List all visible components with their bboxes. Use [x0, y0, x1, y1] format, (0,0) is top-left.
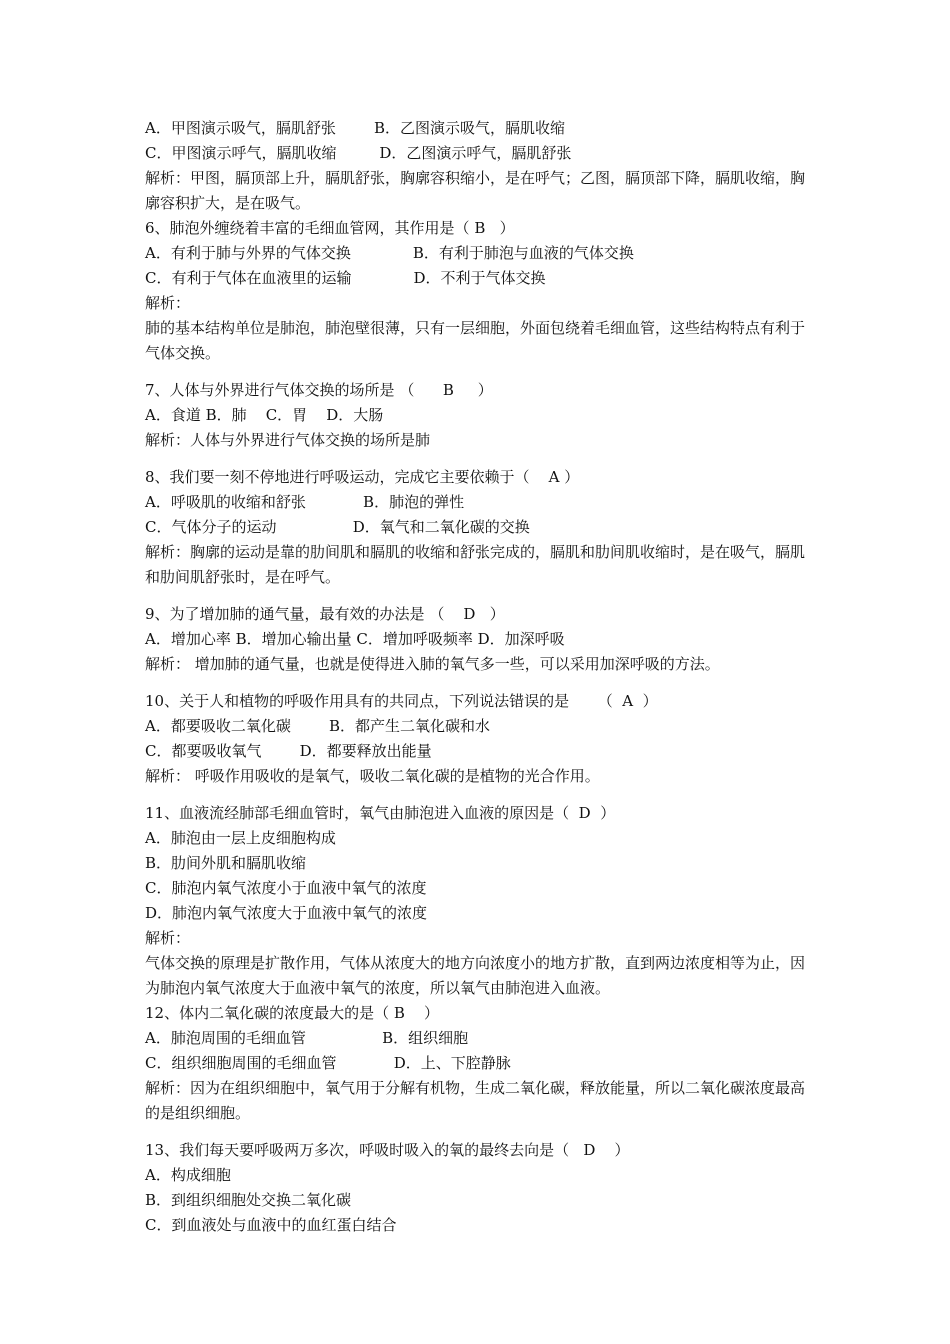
q11-question: 11、血液流经肺部毛细血管时，氧气由肺泡进入血液的原因是（ D ）	[145, 804, 616, 822]
q11-option-b: B．肋间外肌和膈肌收缩	[145, 854, 307, 872]
q8-question: 8、我们要一刻不停地进行呼吸运动，完成它主要依赖于（ A ）	[145, 468, 580, 486]
q11-option-a: A．肺泡由一层上皮细胞构成	[145, 829, 336, 847]
q10-analysis: 解析： 呼吸作用吸收的是氧气，吸收二氧化碳的是植物的光合作用。	[145, 767, 600, 785]
q7-options: A．食道 B．肺 C．胃 D．大肠	[145, 406, 384, 424]
q8-analysis: 解析：胸廓的运动是靠的肋间肌和膈肌的收缩和舒张完成的，膈肌和肋间肌收缩时，是在吸气，膈肌和肋间肌舒张时，是在呼气。	[145, 543, 806, 586]
q11-analysis-label: 解析：	[145, 929, 191, 947]
q5-options-cd: C．甲图演示呼气，膈肌收缩 D．乙图演示呼气，膈肌舒张	[145, 144, 572, 162]
q8-options-cd: C．气体分子的运动 D．氧气和二氧化碳的交换	[145, 518, 530, 536]
q6-analysis-label: 解析：	[145, 294, 191, 312]
q5-options-ab: A．甲图演示吸气，膈肌舒张 B．乙图演示吸气，膈肌收缩	[145, 119, 566, 137]
q9-analysis: 解析： 增加肺的通气量，也就是使得进入肺的氧气多一些，可以采用加深呼吸的方法。	[145, 655, 720, 673]
q11-option-d: D．肺泡内氧气浓度大于血液中氧气的浓度	[145, 904, 428, 922]
q12-options-cd: C．组织细胞周围的毛细血管 D．上、下腔静脉	[145, 1054, 511, 1072]
q12-question: 12、体内二氧化碳的浓度最大的是（ B ）	[145, 1004, 439, 1022]
q7-question: 7、人体与外界进行气体交换的场所是 （ B ）	[145, 381, 493, 399]
q10-question: 10、关于人和植物的呼吸作用具有的共同点，下列说法错误的是 （ A ）	[145, 692, 658, 710]
q6-analysis: 肺的基本结构单位是肺泡，肺泡壁很薄，只有一层细胞，外面包绕着毛细血管，这些结构特点有利于气体交换。	[145, 319, 806, 362]
q8-options-ab: A．呼吸肌的收缩和舒张 B．肺泡的弹性	[145, 493, 465, 511]
q6-options-ab: A．有利于肺与外界的气体交换 B．有利于肺泡与血液的气体交换	[145, 244, 634, 262]
q12-options-ab: A．肺泡周围的毛细血管 B．组织细胞	[145, 1029, 469, 1047]
q11-option-c: C．肺泡内氧气浓度小于血液中氧气的浓度	[145, 879, 427, 897]
q10-options-cd: C．都要吸收氧气 D．都要释放出能量	[145, 742, 432, 760]
q10-options-ab: A．都要吸收二氧化碳 B．都产生二氧化碳和水	[145, 717, 491, 735]
q6-options-cd: C．有利于气体在血液里的运输 D．不利于气体交换	[145, 269, 546, 287]
q13-option-a: A．构成细胞	[145, 1166, 231, 1184]
q13-question: 13、我们每天要呼吸两万多次，呼吸时吸入的氧的最终去向是（ D ）	[145, 1141, 630, 1159]
q5-analysis: 解析：甲图，膈顶部上升，膈肌舒张，胸廓容积缩小，是在呼气；乙图，膈顶部下降，膈肌收缩，胸廓容积扩大，是在吸气。	[145, 169, 806, 212]
q11-analysis: 气体交换的原理是扩散作用，气体从浓度大的地方向浓度小的地方扩散，直到两边浓度相等为止，因为肺泡内氧气浓度大于血液中氧气的浓度，所以氧气由肺泡进入血液。	[145, 954, 806, 997]
q9-options: A．增加心率 B．增加心输出量 C．增加呼吸频率 D．加深呼吸	[145, 630, 565, 648]
document-content	[145, 116, 805, 1238]
q13-option-c: C．到血液处与血液中的血红蛋白结合	[145, 1216, 397, 1234]
q6-question: 6、肺泡外缠绕着丰富的毛细血管网，其作用是（ B ）	[145, 219, 515, 237]
q12-analysis: 解析：因为在组织细胞中，氧气用于分解有机物，生成二氧化碳，释放能量，所以二氧化碳浓度最高的是组织细胞。	[145, 1079, 806, 1122]
q13-option-b: B．到组织细胞处交换二氧化碳	[145, 1191, 352, 1209]
q7-analysis: 解析：人体与外界进行气体交换的场所是肺	[145, 431, 431, 449]
q9-question: 9、为了增加肺的通气量，最有效的办法是 （ D ）	[145, 605, 505, 623]
